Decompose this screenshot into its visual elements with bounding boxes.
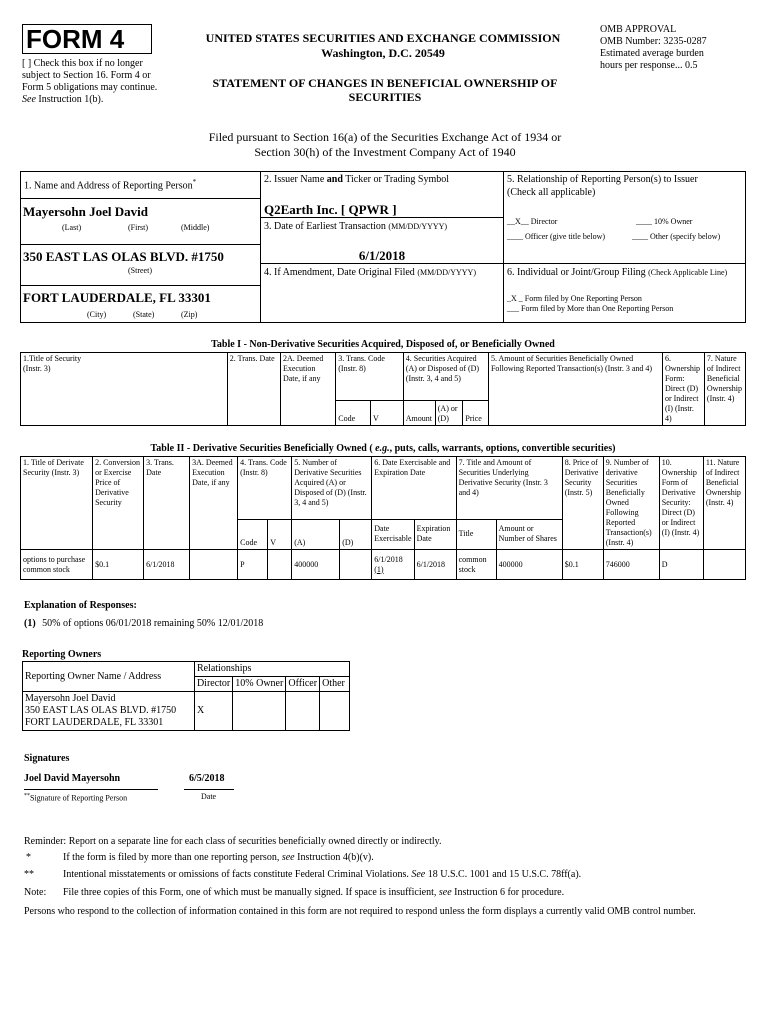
- t1-header-amount-owned: 5. Amount of Securities Beneficially Owned Following Reported Transaction(s) (Instr. 3 and 4): [488, 353, 662, 426]
- grid-line: [20, 171, 746, 172]
- owner-director-mark: X: [194, 692, 232, 731]
- agency-name: UNITED STATES SECURITIES AND EXCHANGE COMMISSION: [205, 31, 561, 45]
- t2-header-amount: Amount or Number of Shares: [496, 519, 562, 549]
- label-city: (City): [87, 310, 107, 319]
- t2-header-title: 1. Title of Derivate Security (Instr. 3): [21, 457, 93, 550]
- filing-one-person: _X _ Form filed by One Reporting Person: [507, 294, 642, 303]
- owners-header-name: Reporting Owner Name / Address: [23, 662, 195, 692]
- t2-header-expiration: Expiration Date: [414, 519, 456, 549]
- label-state: (State): [133, 310, 155, 319]
- signature-name: Joel David Mayersohn: [24, 773, 121, 784]
- t2-date-exercisable: 6/1/2018 (1): [372, 550, 414, 580]
- table1-title: Table I - Non-Derivative Securities Acquired, Disposed of, or Beneficially Owned: [211, 339, 555, 350]
- t2-header-a: (A): [292, 519, 340, 549]
- t2-header-title-col: Title: [456, 519, 496, 549]
- t2-header-owned: 9. Number of derivative Securities Beneficially Owned Following Reported Transaction(s) (Instr. 4): [603, 457, 659, 550]
- signature-label: **Signature of Reporting Person: [24, 793, 128, 803]
- owners-header-10pct: 10% Owner: [233, 677, 286, 692]
- t1-header-v: V: [371, 400, 404, 425]
- t2-header-v: V: [268, 519, 292, 549]
- t1-header-trans-code: 3. Trans. Code (Instr. 8): [336, 353, 404, 401]
- t2-expiration: 6/1/2018: [414, 550, 456, 580]
- grid-line: [20, 171, 21, 323]
- grid-line: [503, 171, 504, 323]
- label-last: (Last): [62, 223, 82, 232]
- label-middle: (Middle): [181, 223, 210, 232]
- owner-name-address: Mayersohn Joel David 350 EAST LAS OLAS BLVD. #1750 FORT LAUDERDALE, FL 33301: [23, 692, 195, 731]
- t2-header-nature: 11. Nature of Indirect Beneficial Ownership (Instr. 4): [703, 457, 745, 550]
- date-label: Date: [201, 792, 217, 801]
- reporting-owners-table: [22, 661, 350, 731]
- reporting-owners-title: Reporting Owners: [22, 649, 102, 660]
- table-row: [23, 692, 350, 731]
- footnote-link[interactable]: (1): [374, 564, 384, 574]
- box1-rule: [20, 198, 260, 199]
- relationship-director: __X__ Director: [507, 217, 558, 226]
- note-label: Note:: [24, 887, 47, 898]
- t2-header-code: Code: [238, 519, 268, 549]
- filed-pursuant-line2: Section 30(h) of the Investment Company Act of 1940: [254, 145, 516, 159]
- owner-other-mark: [320, 692, 350, 731]
- t1-header-amount: Amount: [403, 400, 435, 425]
- t2-header-deemed-date: 3A. Deemed Execution Date, if any: [190, 457, 238, 550]
- footnote-star1-marker: *: [26, 852, 31, 863]
- t2-header-trans-code: 4. Trans. Code (Instr. 8): [238, 457, 292, 520]
- burden-line2: hours per response... 0.5: [600, 60, 698, 71]
- relationship-other: ____ Other (specify below): [632, 232, 721, 241]
- t2-security: options to purchase common stock: [21, 550, 93, 580]
- t2-conversion-price: $0.1: [93, 550, 144, 580]
- footnote-star2-marker: **: [24, 869, 34, 880]
- t2-trans-date: 6/1/2018: [144, 550, 190, 580]
- owners-header-relationships: Relationships: [194, 662, 349, 677]
- grid-line: [745, 171, 746, 323]
- box6-label: 6. Individual or Joint/Group Filing (Check Applicable Line): [507, 267, 728, 278]
- t2-acquired: 400000: [292, 550, 340, 580]
- label-street: (Street): [128, 266, 152, 275]
- table1: [20, 352, 746, 426]
- persons-text: Persons who respond to the collection of information contained in this form are not required to respond unless the form displays a currently valid OMB control number.: [24, 906, 696, 917]
- signatures-title: Signatures: [24, 753, 70, 764]
- t2-header-conversion: 2. Conversion or Exercise Price of Derivative Security: [93, 457, 144, 550]
- check-box-text: [ ] Check this box if no longer subject to Section 16. Form 4 or Form 5 obligations may continue. See Instruction 1(b).: [22, 58, 158, 105]
- footnote-star1: If the form is filed by more than one reporting person, see Instruction 4(b)(v).: [63, 852, 374, 863]
- signature-date: 6/5/2018: [189, 773, 225, 784]
- box2-label: 2. Issuer Name and Ticker or Trading Symbol: [264, 174, 450, 185]
- t2-header-d: (D): [340, 519, 372, 549]
- filed-pursuant-line1: Filed pursuant to Section 16(a) of the Securities Exchange Act of 1934 or: [208, 130, 562, 144]
- owner-officer-mark: [286, 692, 320, 731]
- burden-line1: Estimated average burden: [600, 48, 704, 59]
- footnote-star2: Intentional misstatements or omissions of facts constitute Federal Criminal Violations. See 18 U.S.C. 1001 and 15 U.S.C. 78ff(a).: [63, 869, 582, 880]
- t2-header-number: 5. Number of Derivative Securities Acquired (A) or Disposed of (D) (Instr. 3, 4 and 5): [292, 457, 372, 520]
- earliest-transaction-date: 6/1/2018: [358, 248, 406, 263]
- box1-rule: [20, 285, 260, 286]
- city-state-zip: FORT LAUDERDALE, FL 33301: [23, 290, 211, 305]
- t1-header-ownership-form: 6. Ownership Form: Direct (D) or Indirect (I) (Instr. 4): [662, 353, 704, 426]
- t2-header-exercisable: 6. Date Exercisable and Expiration Date: [372, 457, 456, 520]
- statement-title: STATEMENT OF CHANGES IN BENEFICIAL OWNERSHIP OF SECURITIES: [212, 76, 558, 104]
- t1-header-deemed-date: 2A. Deemed Execution Date, if any: [280, 353, 335, 426]
- reminder-text: Reminder: Report on a separate line for each class of securities beneficially owned directly or indirectly.: [24, 836, 442, 847]
- t1-header-price: Price: [463, 400, 489, 425]
- box5-label: 5. Relationship of Reporting Person(s) to Issuer: [507, 174, 698, 185]
- relationship-10pct-owner: ____ 10% Owner: [636, 217, 693, 226]
- label-zip: (Zip): [181, 310, 198, 319]
- t1-header-securities: 4. Securities Acquired (A) or Disposed of (D) (Instr. 3, 4 and 5): [403, 353, 488, 401]
- owners-header-officer: Officer: [286, 677, 320, 692]
- t2-v: [268, 550, 292, 580]
- table-row: [21, 550, 746, 580]
- box1-label: 1. Name and Address of Reporting Person*: [24, 178, 197, 192]
- box5-sub: (Check all applicable): [507, 187, 596, 198]
- t2-underlying-title: common stock: [456, 550, 496, 580]
- label-first: (First): [128, 223, 148, 232]
- street-address: 350 EAST LAS OLAS BLVD. #1750: [23, 249, 224, 264]
- omb-box: [600, 24, 760, 72]
- explanation-title: Explanation of Responses:: [24, 600, 137, 611]
- form-title-box: [22, 24, 152, 54]
- owner-10pct-mark: [233, 692, 286, 731]
- table2-title: Table II - Derivative Securities Beneficially Owned ( e.g., puts, calls, warrants, options, convertible securities): [150, 443, 616, 454]
- note-text: File three copies of this Form, one of which must be manually signed. If space is insufficient, see Instruction 6 for procedure.: [63, 887, 565, 898]
- table2: [20, 456, 746, 580]
- t2-header-price: 8. Price of Derivative Security (Instr. 5): [562, 457, 603, 550]
- t2-header-form: 10. Ownership Form of Derivative Security: Direct (D) or Indirect (I) (Instr. 4): [659, 457, 703, 550]
- signature-line: [24, 789, 158, 790]
- t2-owned: 746000: [603, 550, 659, 580]
- box4-label: 4. If Amendment, Date Original Filed (MM/DD/YYYY): [264, 267, 476, 278]
- grid-line: [260, 171, 261, 323]
- issuer-name: Q2Earth Inc. [ QPWR ]: [264, 202, 397, 217]
- t1-header-title: 1.Title of Security (Instr. 3): [21, 353, 228, 426]
- relationship-officer: ____ Officer (give title below): [507, 232, 606, 241]
- t2-header-underlying: 7. Title and Amount of Securities Underlying Derivative Security (Instr. 3 and 4): [456, 457, 562, 520]
- grid-line: [20, 322, 746, 323]
- t1-header-a-or-d: (A) or (D): [435, 400, 463, 425]
- t2-deemed-date: [190, 550, 238, 580]
- t2-form: D: [659, 550, 703, 580]
- t2-disposed: [340, 550, 372, 580]
- form-title: FORM 4: [26, 24, 125, 54]
- t1-header-trans-date: 2. Trans. Date: [227, 353, 280, 426]
- t2-underlying-amount: 400000: [496, 550, 562, 580]
- reporting-person-name: Mayersohn Joel David: [23, 204, 148, 219]
- t1-header-code: Code: [336, 400, 371, 425]
- filing-more-persons: ___ Form filed by More than One Reporting Person: [507, 304, 674, 313]
- omb-number: OMB Number: 3235-0287: [600, 36, 707, 47]
- owners-header-other: Other: [320, 677, 350, 692]
- t2-nature: [703, 550, 745, 580]
- t2-deriv-price: $0.1: [562, 550, 603, 580]
- omb-approval: OMB APPROVAL: [600, 24, 677, 35]
- t1-header-nature: 7. Nature of Indirect Beneficial Ownership (Instr. 4): [704, 353, 745, 426]
- t2-header-date-exercisable: Date Exercisable: [372, 519, 414, 549]
- t2-trans-code: P: [238, 550, 268, 580]
- agency-city: Washington, D.C. 20549: [321, 46, 445, 60]
- explanation-item: (1) 50% of options 06/01/2018 remaining 50% 12/01/2018: [24, 618, 264, 629]
- box3-label: 3. Date of Earliest Transaction (MM/DD/YYYY): [264, 221, 448, 232]
- date-line: [184, 789, 234, 790]
- box1-rule: [20, 244, 260, 245]
- owners-header-director: Director: [194, 677, 232, 692]
- t2-header-trans-date: 3. Trans. Date: [144, 457, 190, 550]
